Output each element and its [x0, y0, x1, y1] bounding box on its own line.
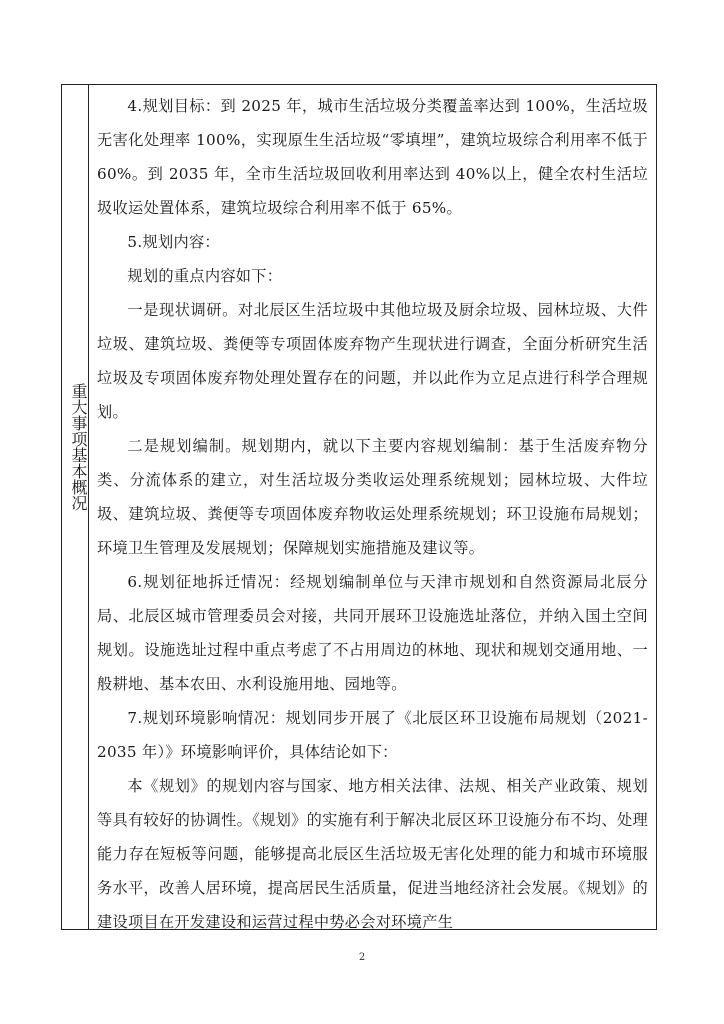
paragraph-planning: 二是规划编制。规划期内，就以下主要内容规划编制：基于生活废弃物分类、分流体系的建立，对生活垃圾分类收运处理系统规划；园林垃圾、大件垃圾、建筑垃圾、粪便等专项固体废弃物收运处理系统规划；环卫设施布局规划；环境卫生管理及发展规划；保障规划实施措施及建议等。: [97, 437, 648, 557]
paragraph-content-heading: 5.规划内容：: [127, 233, 220, 251]
paragraph-environment: 7.规划环境影响情况：规划同步开展了《北辰区环卫设施布局规划（2021-2035 年）》环境影响评价，具体结论如下：: [97, 709, 648, 761]
paragraph-goal: 4.规划目标：到 2025 年，城市生活垃圾分类覆盖率达到 100%，生活垃圾无害化处理率 100%，实现原生生活垃圾“零填埋”，建筑垃圾综合利用率不低于 60%。到 2035 年，全市生活垃圾回收利用率达到 40%以上，健全农村生活垃圾收运处置体系，建筑垃圾综合利用率不低于 65%。: [97, 97, 648, 217]
paragraph-land: 6.规划征地拆迁情况：经规划编制单位与天津市规划和自然资源局北辰分局、北辰区城市管理委员会对接，共同开展环卫设施选址落位，并纳入国土空间规划。设施选址过程中重点考虑了不占用周边的林地、现状和规划交通用地、一般耕地、基本农田、水利设施用地、园地等。: [97, 573, 648, 693]
content-cell: [89, 85, 656, 929]
row-label-cell: [62, 85, 89, 929]
info-table: [61, 84, 657, 930]
paragraph-survey: 一是现状调研。对北辰区生活垃圾中其他垃圾及厨余垃圾、园林垃圾、大件垃圾、建筑垃圾、粪便等专项固体废弃物产生现状进行调查，全面分析研究生活垃圾及专项固体废弃物处理处置存在的问题，并以此作为立足点进行科学合理规划。: [97, 301, 648, 421]
section-label: 重大事项基本概况: [69, 383, 88, 511]
page-number: 2: [358, 952, 366, 963]
paragraph-conclusion: 本《规划》的规划内容与国家、地方相关法律、法规、相关产业政策、规划等具有较好的协调性。《规划》的实施有利于解决北辰区环卫设施分布不均、处理能力存在短板等问题，能够提高北辰区生活垃圾无害化处理的能力和城市环境服务水平，改善人居环境，提高居民生活质量，促进当地经济社会发展。《规划》的建设项目在开发建设和运营过程中势必会对环境产生: [97, 777, 648, 931]
paragraph-content-intro: 规划的重点内容如下：: [127, 267, 283, 285]
